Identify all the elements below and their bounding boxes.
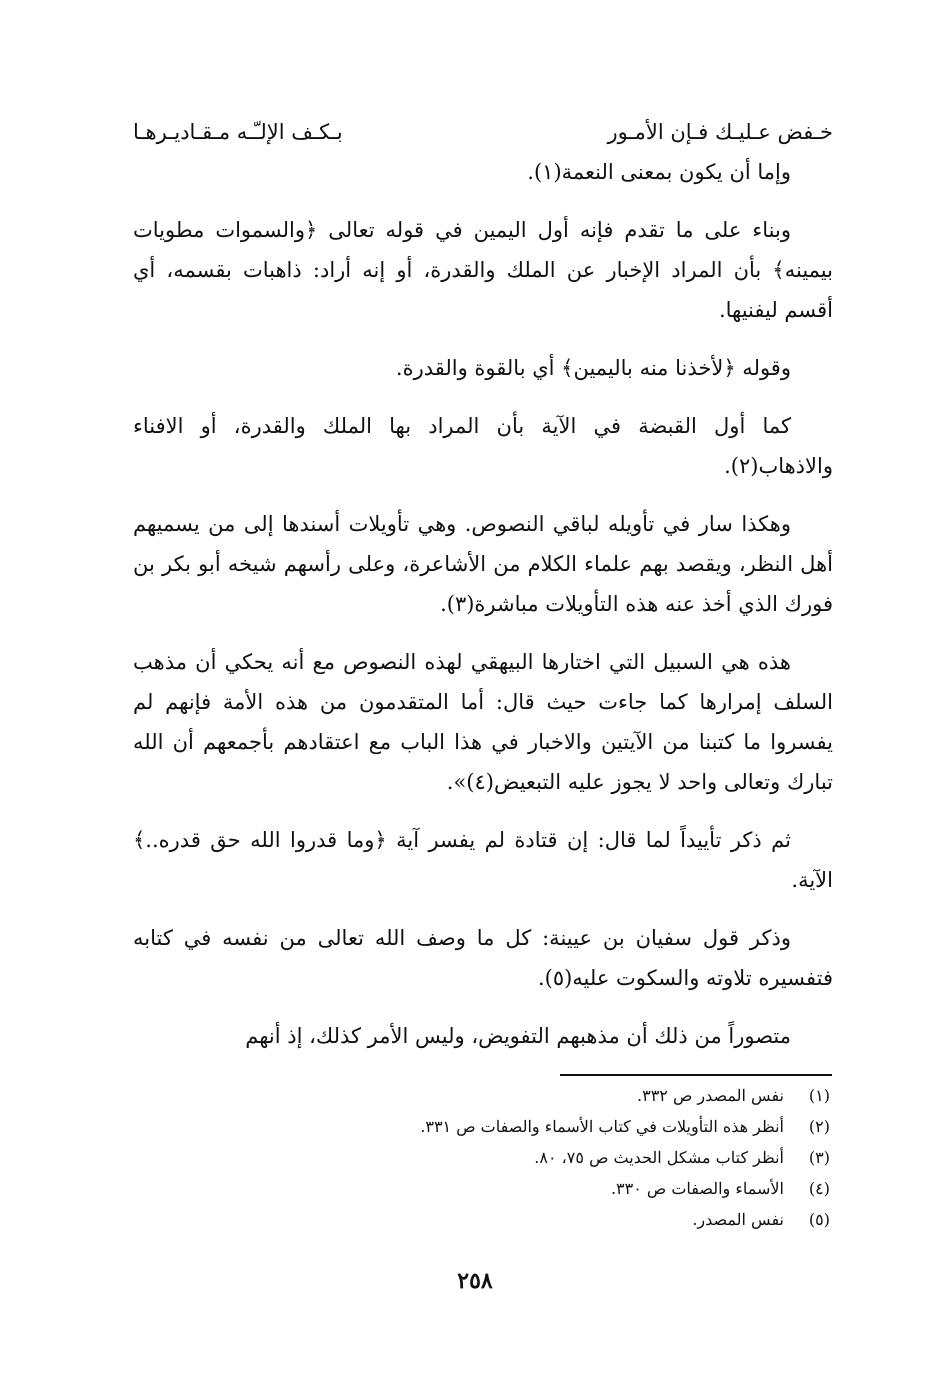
- footnote-number: (١): [808, 1086, 830, 1105]
- poetry-verse: [133, 112, 833, 152]
- footnote: [300, 1142, 830, 1173]
- footnote: [300, 1173, 830, 1204]
- footnote: [300, 1111, 830, 1142]
- verse-right-hemistich: خـفض عـليـك فـإن الأمـور: [607, 120, 833, 144]
- footnote: [300, 1204, 830, 1235]
- page-number: ٢٥٨: [457, 1268, 493, 1294]
- paragraph: كما أول القبضة في الآية بأن المراد بها الملك والقدرة، أو الافناء والاذهاب(٢).: [133, 414, 833, 478]
- paragraph: ثم ذكر تأييداً لما قال: إن قتادة لم يفسر آية ﴿وما قدروا الله حق قدره..﴾ الآية.: [133, 828, 833, 892]
- footnote-divider: [560, 1074, 832, 1076]
- footnote-text: نفس المصدر ص ٣٣٢.: [637, 1086, 784, 1105]
- footnote-number: (٢): [808, 1117, 830, 1136]
- paragraph: متصوراً من ذلك أن مذهبهم التفويض، وليس الأمر كذلك، إذ أنهم: [245, 1024, 791, 1048]
- paragraph: وذكر قول سفيان بن عيينة: كل ما وصف الله تعالى من نفسه في كتابه فتفسيره تلاوته والسكوت عليه(٥).: [133, 926, 833, 990]
- paragraph: وبناء على ما تقدم فإنه أول اليمين في قوله تعالى ﴿والسموات مطويات بيمينه﴾ بأن المراد الإخبار عن الملك والقدرة، أو إنه أراد: ذاهبات بقسمه، أي أقسم ليفنيها.: [133, 218, 833, 322]
- verse-left-hemistich: بـكـف الإلـّـه مـقـاديـرهـا: [133, 120, 343, 144]
- paragraph: هذه هي السبيل التي اختارها البيهقي لهذه النصوص مع أنه يحكي أن مذهب السلف إمرارها كما جاءت حيث قال: أما المتقدمون من هذه الأمة فإنهم لم يفسروا ما كتبنا من الآيتين والاخبار في هذا الباب مع اعتقادهم بأجمعهم أن الله تبارك وتعالى واحد لا يجوز عليه التبعيض(٤)».: [133, 650, 833, 794]
- footnote-text: أنظر كتاب مشكل الحديث ص ٧٥، ٨٠.: [534, 1148, 784, 1167]
- footnote-number: (٣): [808, 1148, 830, 1167]
- paragraph: وهكذا سار في تأويله لباقي النصوص. وهي تأويلات أسندها إلى من يسميهم أهل النظر، ويقصد بهم علماء الكلام من الأشاعرة، وعلى رأسهم شيخه أبو بكر بن فورك الذي أخذ عنه هذه التأويلات مباشرة(٣).: [133, 512, 833, 616]
- paragraph: وإما أن يكون بمعنى النعمة(١).: [527, 160, 791, 184]
- footnote-number: (٤): [808, 1179, 830, 1198]
- footnotes: [300, 1080, 830, 1235]
- footnote-text: نفس المصدر.: [692, 1210, 784, 1229]
- footnote: [300, 1080, 830, 1111]
- paragraph: وقوله ﴿لأخذنا منه باليمين﴾ أي بالقوة والقدرة.: [395, 356, 791, 380]
- footnote-text: أنظر هذه التأويلات في كتاب الأسماء والصفات ص ٣٣١.: [420, 1117, 784, 1136]
- footnote-text: الأسماء والصفات ص ٣٣٠.: [610, 1179, 784, 1198]
- footnote-number: (٥): [808, 1210, 830, 1229]
- main-text: [133, 112, 833, 1056]
